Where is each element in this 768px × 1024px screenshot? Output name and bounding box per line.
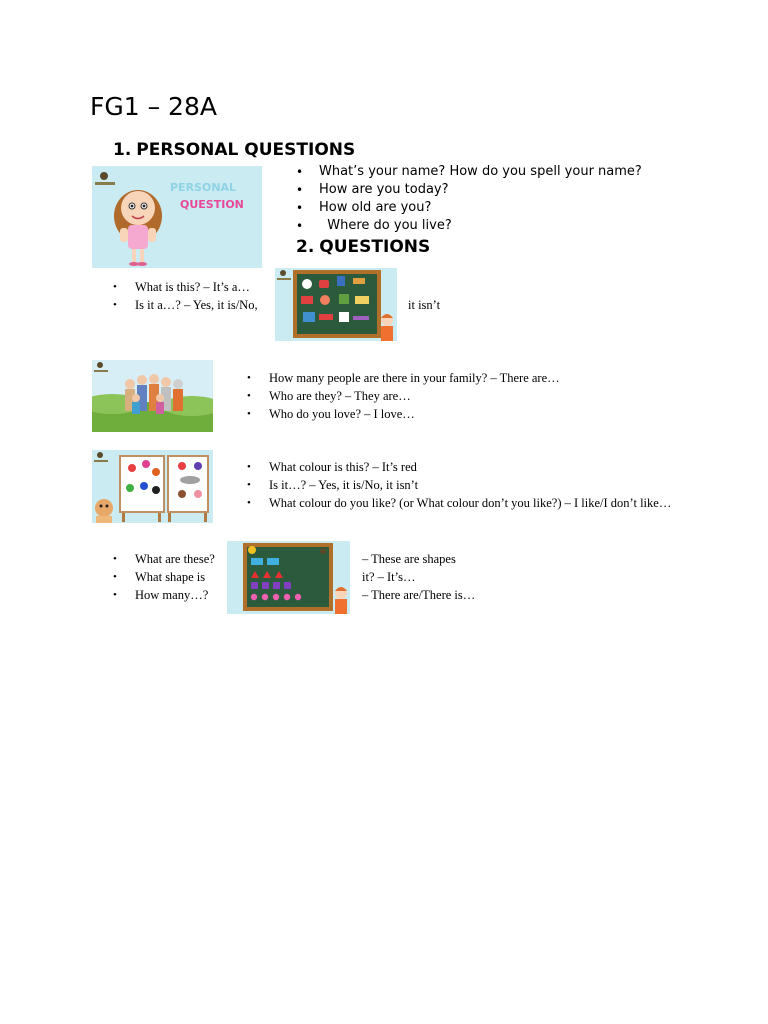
shapes-image (227, 541, 350, 614)
list-item: • How are you today? (296, 181, 642, 199)
section-2-title: QUESTIONS (319, 237, 431, 257)
list-item: • How old are you? (296, 199, 642, 217)
classroom-objects-image (275, 268, 397, 341)
shape-answer: it? – It’s… (362, 570, 416, 584)
section-1-title: PERSONAL QUESTIONS (136, 140, 356, 160)
list-item: • How many people are there in your family? – There are… (247, 369, 560, 387)
page-title: FG1 – 28A (90, 92, 217, 121)
colours-image (92, 450, 213, 523)
section-1-number: 1. (113, 140, 132, 160)
list-item: • What colour do you like? (or What colour don’t you like?) – I like/I don’t like… (247, 494, 671, 512)
list-item: • Where do you live? (296, 217, 642, 235)
shape-answer: – These are shapes (362, 552, 456, 566)
list-item: • Is it a…? – Yes, it is/No, (113, 296, 258, 314)
list-item: • What are these? (113, 550, 215, 568)
shape-answer: – There are/There is… (362, 588, 476, 602)
section-2-heading (296, 237, 430, 257)
personal-question-image (92, 166, 262, 268)
colour-questions-list (247, 458, 671, 512)
list-item: • What’s your name? How do you spell your name? (296, 163, 642, 181)
list-item: • Is it…? – Yes, it is/No, it isn’t (247, 476, 671, 494)
personal-questions-list (296, 163, 642, 235)
section-1-heading (113, 140, 355, 160)
list-item: • What shape is (113, 568, 215, 586)
list-item: • Who do you love? – I love… (247, 405, 560, 423)
family-questions-list (247, 369, 560, 423)
list-item: • What colour is this? – It’s red (247, 458, 671, 476)
shape-questions-list (113, 550, 215, 604)
image-caption-top: PERSONAL (170, 181, 237, 194)
section-2-number: 2. (296, 237, 315, 257)
shape-answers (362, 550, 475, 604)
list-item: • How many…? (113, 586, 215, 604)
what-is-this-list (113, 278, 258, 314)
family-image (92, 360, 213, 432)
list-item: • Who are they? – They are… (247, 387, 560, 405)
list-item: • What is this? – It’s a… (113, 278, 258, 296)
what-is-this-continuation: it isn’t (408, 298, 441, 312)
image-caption-bottom: QUESTION (180, 198, 244, 211)
